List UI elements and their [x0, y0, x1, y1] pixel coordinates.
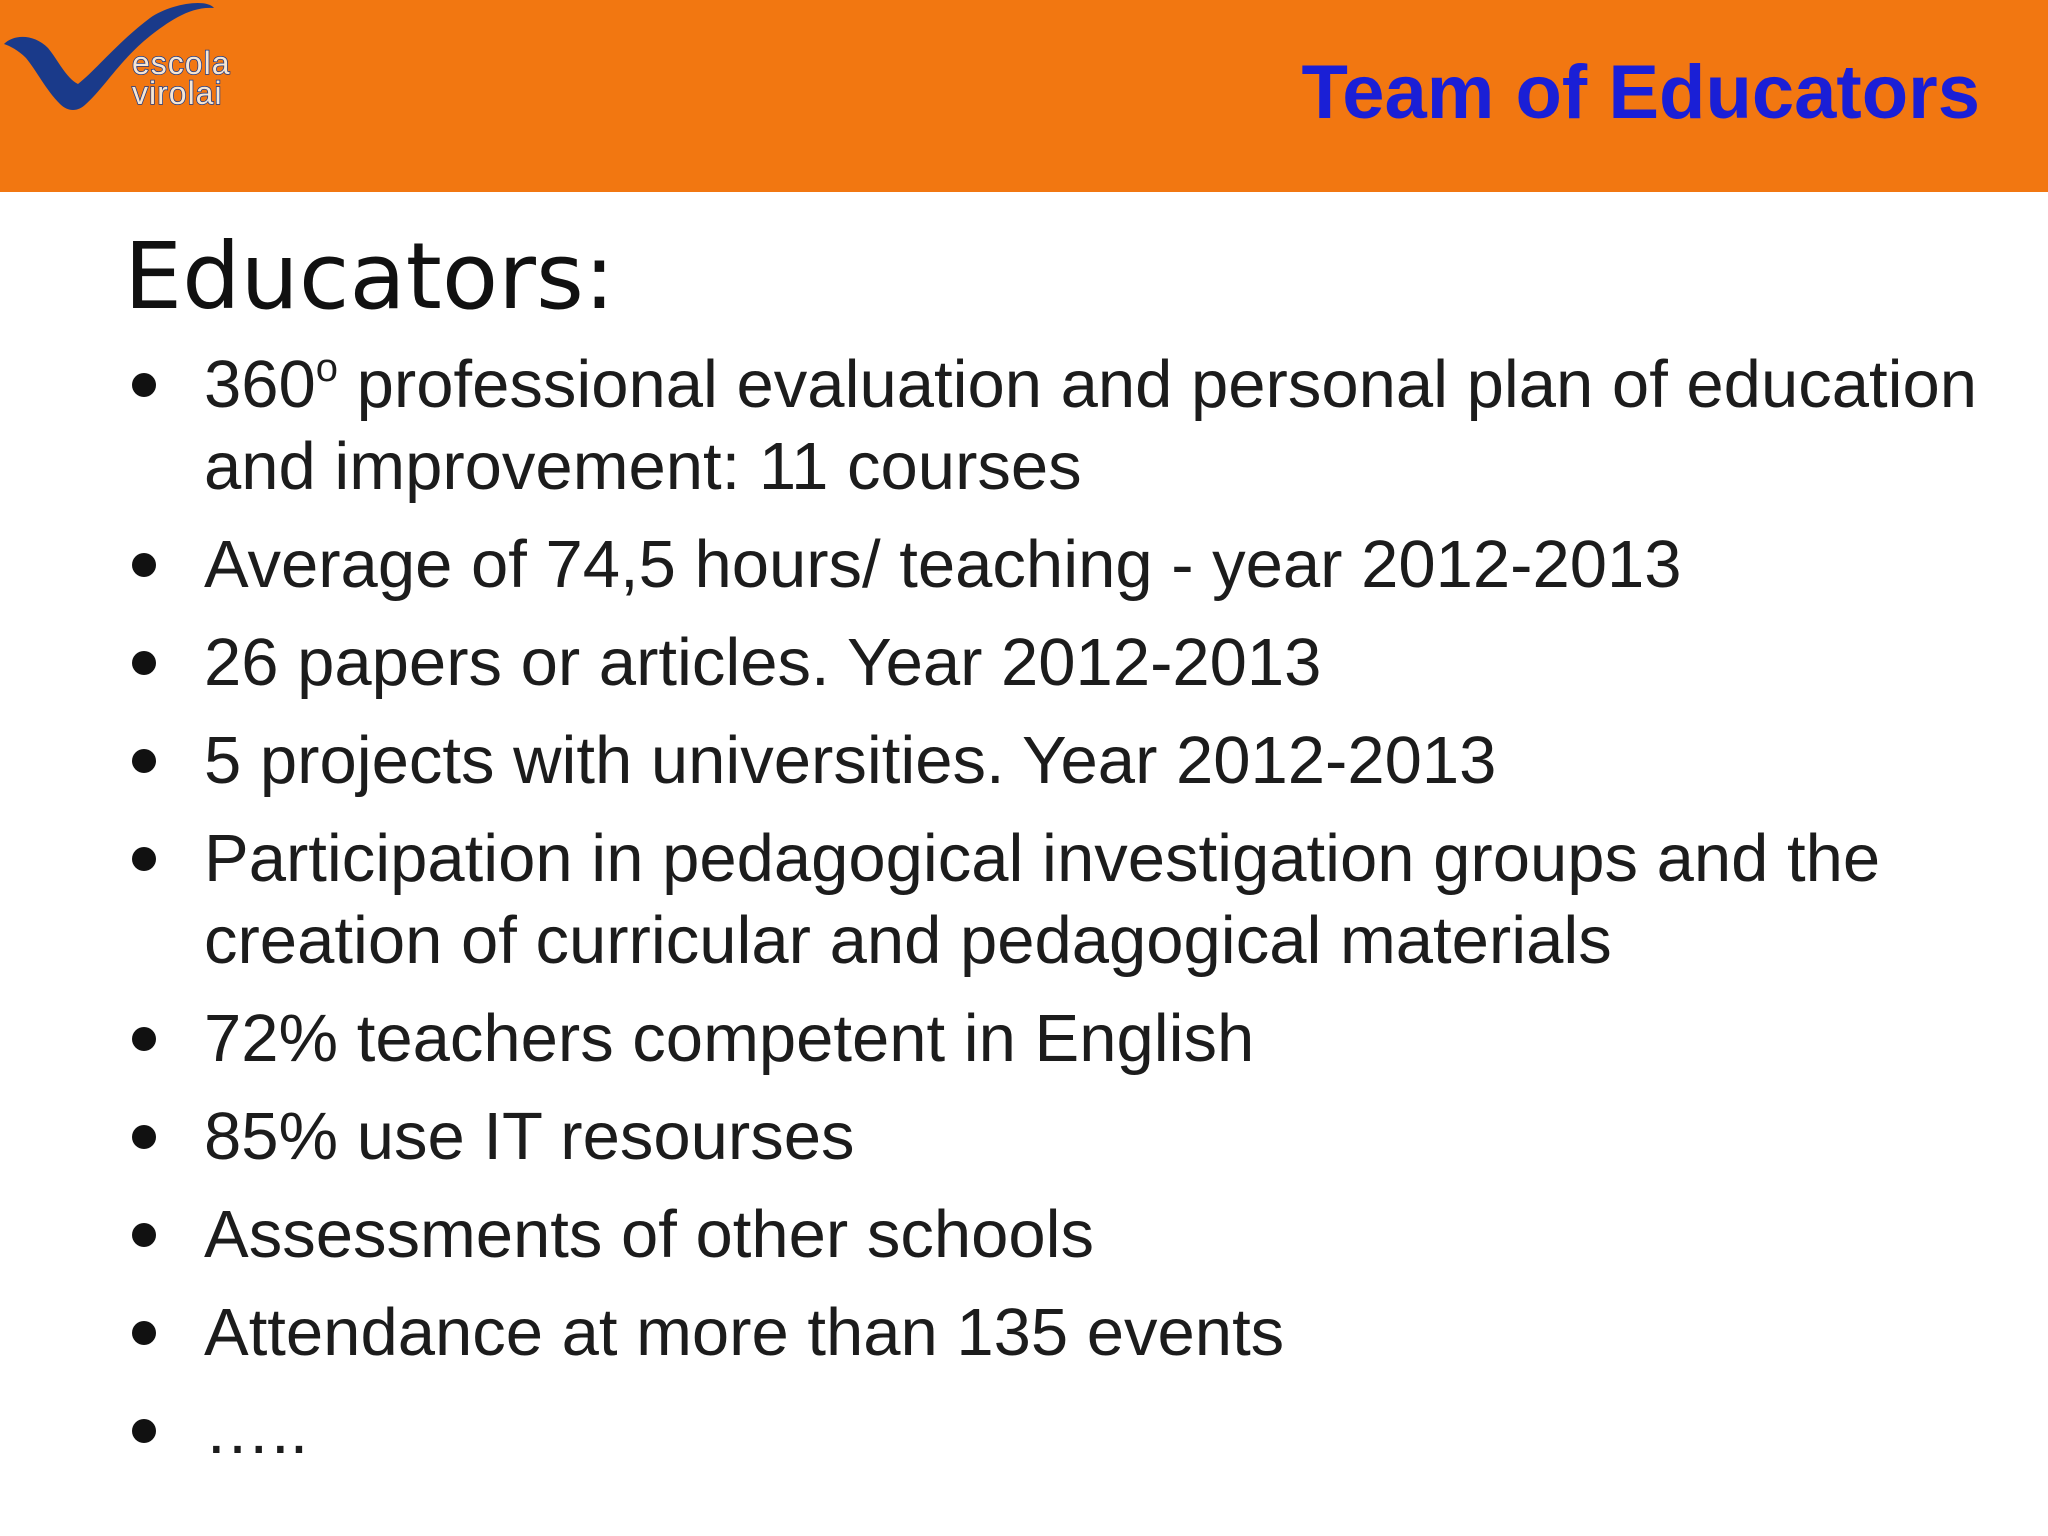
bullet-prefix: 360	[204, 347, 316, 422]
bullet-icon	[132, 553, 156, 577]
list-item	[124, 818, 2004, 982]
list-item	[124, 998, 2004, 1080]
bullet-list	[124, 344, 2004, 1488]
bullet-text: …..	[204, 1393, 309, 1468]
bullet-icon	[132, 1419, 156, 1443]
logo-line-2: virolai	[132, 75, 223, 111]
bullet-text	[204, 344, 2004, 508]
slide-title: Team of Educators	[1301, 50, 1980, 135]
bullet-rest: professional evaluation and personal plan of education and improvement: 11 courses	[204, 347, 1977, 504]
bullet-icon	[132, 651, 156, 675]
bullet-text: Attendance at more than 135 events	[204, 1295, 1285, 1370]
list-item	[124, 1096, 2004, 1178]
escola-virolai-logo	[0, 0, 250, 120]
section-heading: Educators:	[124, 223, 615, 330]
list-item	[124, 524, 2004, 606]
list-item	[124, 720, 2004, 802]
bullet-icon	[132, 1125, 156, 1149]
list-item	[124, 344, 2004, 508]
bullet-icon	[132, 749, 156, 773]
list-item	[124, 1194, 2004, 1276]
bullet-text: 26 papers or articles. Year 2012-2013	[204, 625, 1322, 700]
bullet-icon	[132, 847, 156, 871]
bullet-icon	[132, 373, 156, 397]
logo-wordmark	[132, 45, 231, 111]
bullet-text: 5 projects with universities. Year 2012-2013	[204, 723, 1497, 798]
list-item	[124, 1390, 2004, 1472]
bullet-text: Average of 74,5 hours/ teaching - year 2012-2013	[204, 527, 1682, 602]
header-bar	[0, 0, 2048, 192]
bullet-icon	[132, 1027, 156, 1051]
degree-superscript: o	[315, 346, 339, 390]
list-item	[124, 622, 2004, 704]
bullet-text: 72% teachers competent in English	[204, 1001, 1255, 1076]
bullet-text: Assessments of other schools	[204, 1197, 1095, 1272]
bullet-icon	[132, 1223, 156, 1247]
bullet-icon	[132, 1321, 156, 1345]
bullet-text: 85% use IT resourses	[204, 1099, 855, 1174]
list-item	[124, 1292, 2004, 1374]
bullet-text: Participation in pedagogical investigation groups and the creation of curricular and pedagogical materials	[204, 821, 1881, 978]
logo-line-1: escola	[132, 45, 231, 81]
